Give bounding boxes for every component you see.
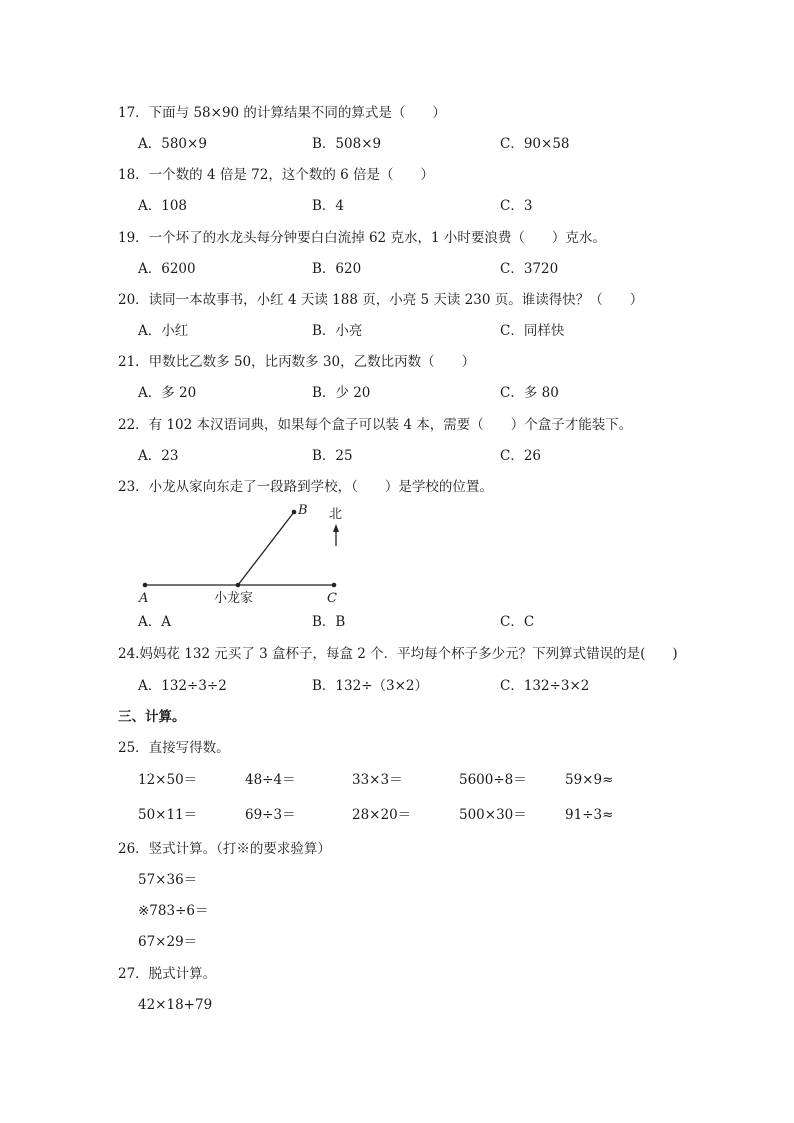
q23-option-a: A．A [138,614,171,630]
q23-option-b: B．B [312,614,346,630]
q20-option-a: A．小红 [138,323,189,339]
question-25: 25．直接写得数。 [118,740,230,756]
q24-option-a: A．132÷3÷2 [138,678,227,694]
q23-option-c: C．C [500,614,535,630]
label-home: 小龙家 [214,591,254,606]
q20-option-c: C．同样快 [500,323,565,339]
q21-option-a: A．多 20 [138,385,197,401]
q17-option-b: B．508×9 [312,136,382,152]
point-c [332,583,337,588]
q24-option-c: C．132÷3×2 [500,678,590,694]
q18-option-b: B．4 [312,198,345,214]
q26-item: 67×29＝ [138,934,198,950]
q17-option-a: A．580×9 [138,136,207,152]
line-to-b [238,512,294,585]
q18-option-c: C．3 [500,198,533,214]
north-arrow-icon [333,524,339,532]
question-17: 17．下面与 58×90 的计算结果不同的算式是（ ） [118,105,446,121]
q22-option-b: B．25 [312,448,353,464]
q19-option-b: B．620 [312,261,362,277]
label-c: C [327,591,337,606]
q26-item: ※783÷6＝ [138,903,209,919]
q25-item: 5600÷8＝ [459,772,527,788]
position-diagram-svg [138,502,344,606]
section-3-title: 三、计算。 [118,709,186,725]
q25-item: 48÷4＝ [245,772,296,788]
q22-option-a: A．23 [138,448,179,464]
label-a: A [139,591,149,606]
q25-item: 12×50＝ [138,772,198,788]
q25-item: 50×11＝ [138,807,198,823]
q25-item: 59×9≈ [565,772,614,788]
question-27: 27．脱式计算。 [118,966,217,982]
position-diagram [138,502,344,606]
question-18: 18．一个数的 4 倍是 72，这个数的 6 倍是（ ） [118,167,434,183]
q18-option-a: A．108 [138,198,188,214]
point-home [236,583,241,588]
q25-item: 33×3＝ [352,772,403,788]
question-20: 20．读同一本故事书，小红 4 天读 188 页，小亮 5 天读 230 页。谁读得快？（ ） [118,292,644,308]
question-21: 21．甲数比乙数多 50，比丙数多 30，乙数比丙数（ ） [118,354,476,370]
q24-option-b: B．132÷（3×2） [312,678,428,694]
q25-item: 69÷3＝ [245,807,296,823]
q21-option-c: C．多 80 [500,385,559,401]
question-26: 26．竖式计算。（打※的要求验算） [118,841,331,857]
question-22: 22．有 102 本汉语词典，如果每个盒子可以装 4 本，需要（ ）个盒子才能装下。 [118,417,633,433]
q26-item: 57×36＝ [138,872,198,888]
q25-item: 91÷3≈ [565,807,614,823]
q21-option-b: B．少 20 [312,385,371,401]
point-b [292,510,297,515]
q25-item: 500×30＝ [459,807,527,823]
q22-option-c: C．26 [500,448,542,464]
q20-option-b: B．小亮 [312,323,363,339]
question-24: 24.妈妈花 132 元买了 3 盒杯子，每盒 2 个．平均每个杯子多少元？下列算式错误的是( ) [118,646,678,662]
q19-option-a: A．6200 [138,261,196,277]
q17-option-c: C．90×58 [500,136,570,152]
point-a [143,583,148,588]
question-23: 23．小龙从家向东走了一段路到学校，（ ）是学校的位置。 [118,479,493,495]
q27-item: 42×18+79 [138,997,213,1013]
label-b: B [298,503,308,518]
north-label: 北 [329,507,343,522]
question-19: 19．一个坏了的水龙头每分钟要白白流掉 62 克水，1 小时要浪费（ ）克水。 [118,230,606,246]
q19-option-c: C．3720 [500,261,559,277]
q25-item: 28×20＝ [352,807,412,823]
